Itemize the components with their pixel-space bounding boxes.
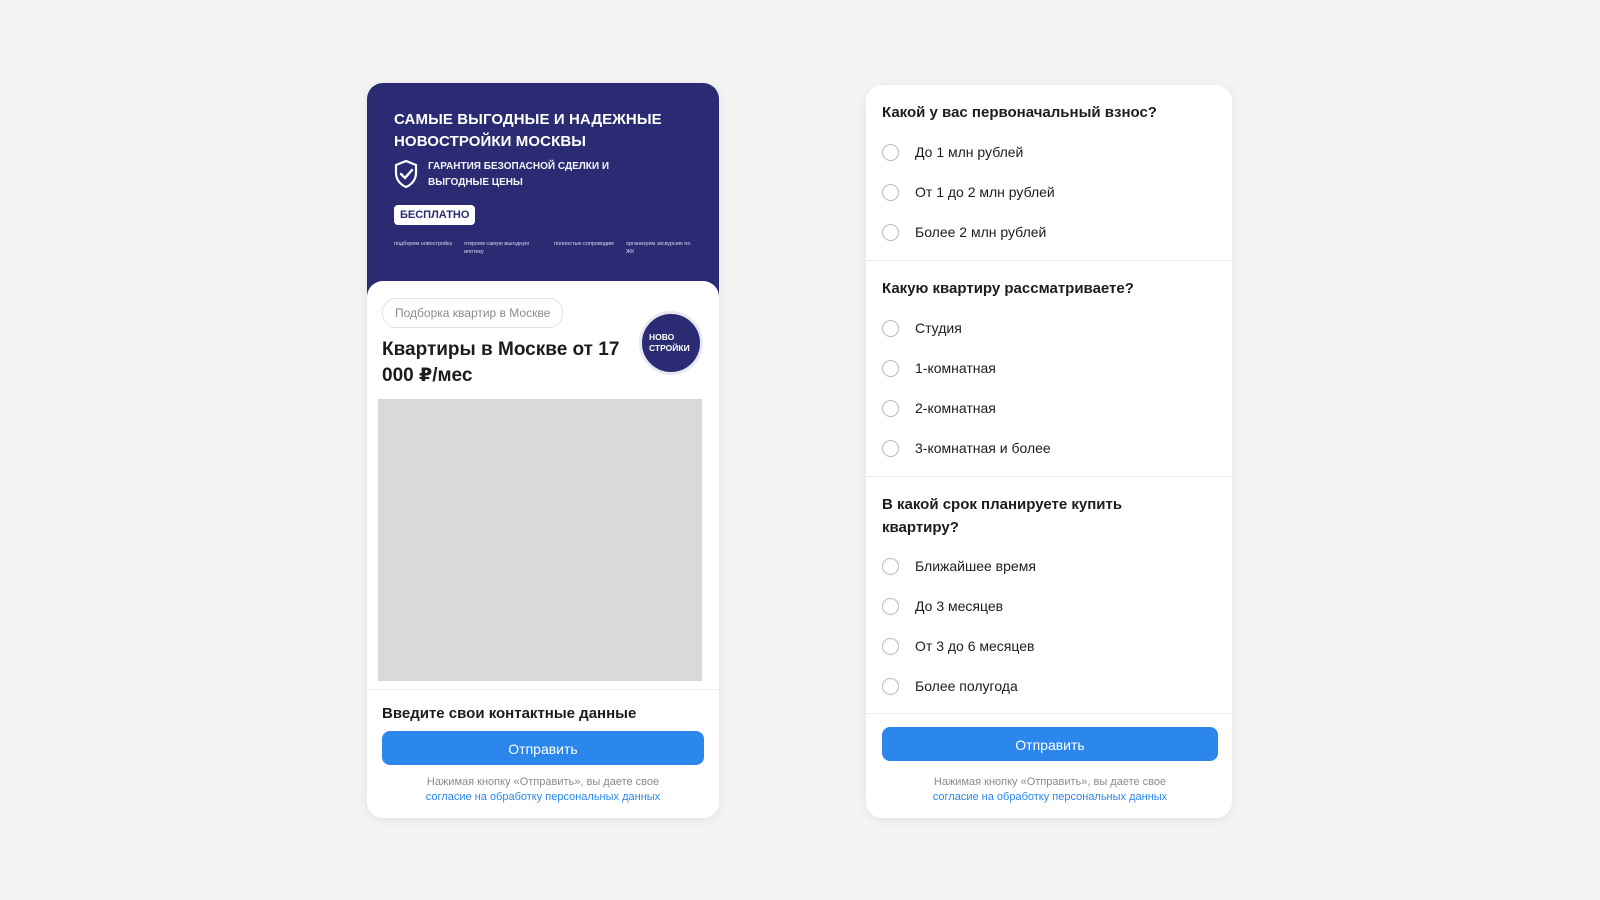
radio-button[interactable] xyxy=(882,360,899,377)
option-label: Ближайшее время xyxy=(915,558,1036,574)
radio-button[interactable] xyxy=(882,558,899,575)
option-apartment-type[interactable] xyxy=(882,396,1202,420)
novostroyki-logo xyxy=(639,311,703,375)
consent-text xyxy=(882,775,1218,805)
option-label: 2-комнатная xyxy=(915,400,996,416)
radio-button[interactable] xyxy=(882,224,899,241)
option-down-payment[interactable] xyxy=(882,180,1202,204)
option-timeframe[interactable] xyxy=(882,674,1202,698)
option-label: Студия xyxy=(915,320,962,336)
option-label: До 3 месяцев xyxy=(915,598,1004,614)
submit-button[interactable]: Отправить xyxy=(382,731,704,765)
radio-button[interactable] xyxy=(882,440,899,457)
divider xyxy=(367,689,719,690)
contact-label: Введите свои контактные данные xyxy=(382,705,637,722)
divider xyxy=(866,476,1232,477)
feature-item: подберем новостройку xyxy=(394,241,453,247)
logo-text: НОВО СТРОЙКИ xyxy=(649,332,690,353)
option-label: 3-комнатная и более xyxy=(915,440,1051,456)
option-timeframe[interactable] xyxy=(882,594,1202,618)
feature-item: организуем экскурсию по ЖК xyxy=(626,241,691,255)
banner-guarantee: ГАРАНТИЯ БЕЗОПАСНОЙ СДЕЛКИ И ВЫГОДНЫЕ ЦЕНЫ xyxy=(428,161,610,188)
option-timeframe[interactable] xyxy=(882,554,1202,578)
page-title: Квартиры в Москве от 17 000 ₽/мес xyxy=(382,339,620,386)
radio-button[interactable] xyxy=(882,320,899,337)
radio-button[interactable] xyxy=(882,638,899,655)
question-title: В какой срок планируете купить квартиру? xyxy=(882,496,1123,536)
promo-banner xyxy=(367,83,719,298)
card-body xyxy=(367,281,719,818)
consent-link[interactable]: согласие на обработку персональных данных xyxy=(425,791,661,803)
radio-button[interactable] xyxy=(882,678,899,695)
category-chip[interactable]: Подборка квартир в Москве xyxy=(382,298,563,328)
shield-check-icon xyxy=(393,159,419,189)
option-apartment-type[interactable] xyxy=(882,356,1202,380)
question-title: Какой у вас первоначальный взнос? xyxy=(882,104,1157,121)
consent-prefix: Нажимая кнопку «Отправить», вы даете свое xyxy=(933,776,1167,788)
option-label: Более 2 млн рублей xyxy=(915,224,1047,240)
radio-button[interactable] xyxy=(882,184,899,201)
option-apartment-type[interactable] xyxy=(882,436,1202,460)
banner-features xyxy=(394,240,694,264)
consent-prefix: Нажимая кнопку «Отправить», вы даете свое xyxy=(426,776,660,788)
quiz-card xyxy=(866,85,1232,818)
option-apartment-type[interactable] xyxy=(882,316,1202,340)
landing-card xyxy=(367,83,719,818)
option-label: 1-комнатная xyxy=(915,360,996,376)
option-down-payment[interactable] xyxy=(882,220,1202,244)
banner-title: САМЫЕ ВЫГОДНЫЕ И НАДЕЖНЫЕ НОВОСТРОЙКИ МОСКВЫ xyxy=(394,111,662,150)
feature-item: откроем самую выгодную ипотеку xyxy=(464,241,530,255)
question-title: Какую квартиру рассматриваете? xyxy=(882,280,1134,297)
radio-button[interactable] xyxy=(882,400,899,417)
option-label: От 1 до 2 млн рублей xyxy=(915,184,1055,200)
divider xyxy=(866,713,1232,714)
consent-text xyxy=(382,775,704,805)
option-label: Более полугода xyxy=(915,678,1018,694)
feature-item: полностью сопроводим xyxy=(554,241,614,247)
consent-link[interactable]: согласие на обработку персональных данных xyxy=(932,791,1168,803)
divider xyxy=(866,260,1232,261)
option-label: От 3 до 6 месяцев xyxy=(915,638,1035,654)
radio-button[interactable] xyxy=(882,598,899,615)
submit-button[interactable]: Отправить xyxy=(882,727,1218,761)
radio-button[interactable] xyxy=(882,144,899,161)
option-timeframe[interactable] xyxy=(882,634,1202,658)
option-down-payment[interactable] xyxy=(882,140,1202,164)
free-badge: БЕСПЛАТНО xyxy=(394,205,475,225)
option-label: До 1 млн рублей xyxy=(915,144,1024,160)
photo-placeholder xyxy=(378,399,702,681)
